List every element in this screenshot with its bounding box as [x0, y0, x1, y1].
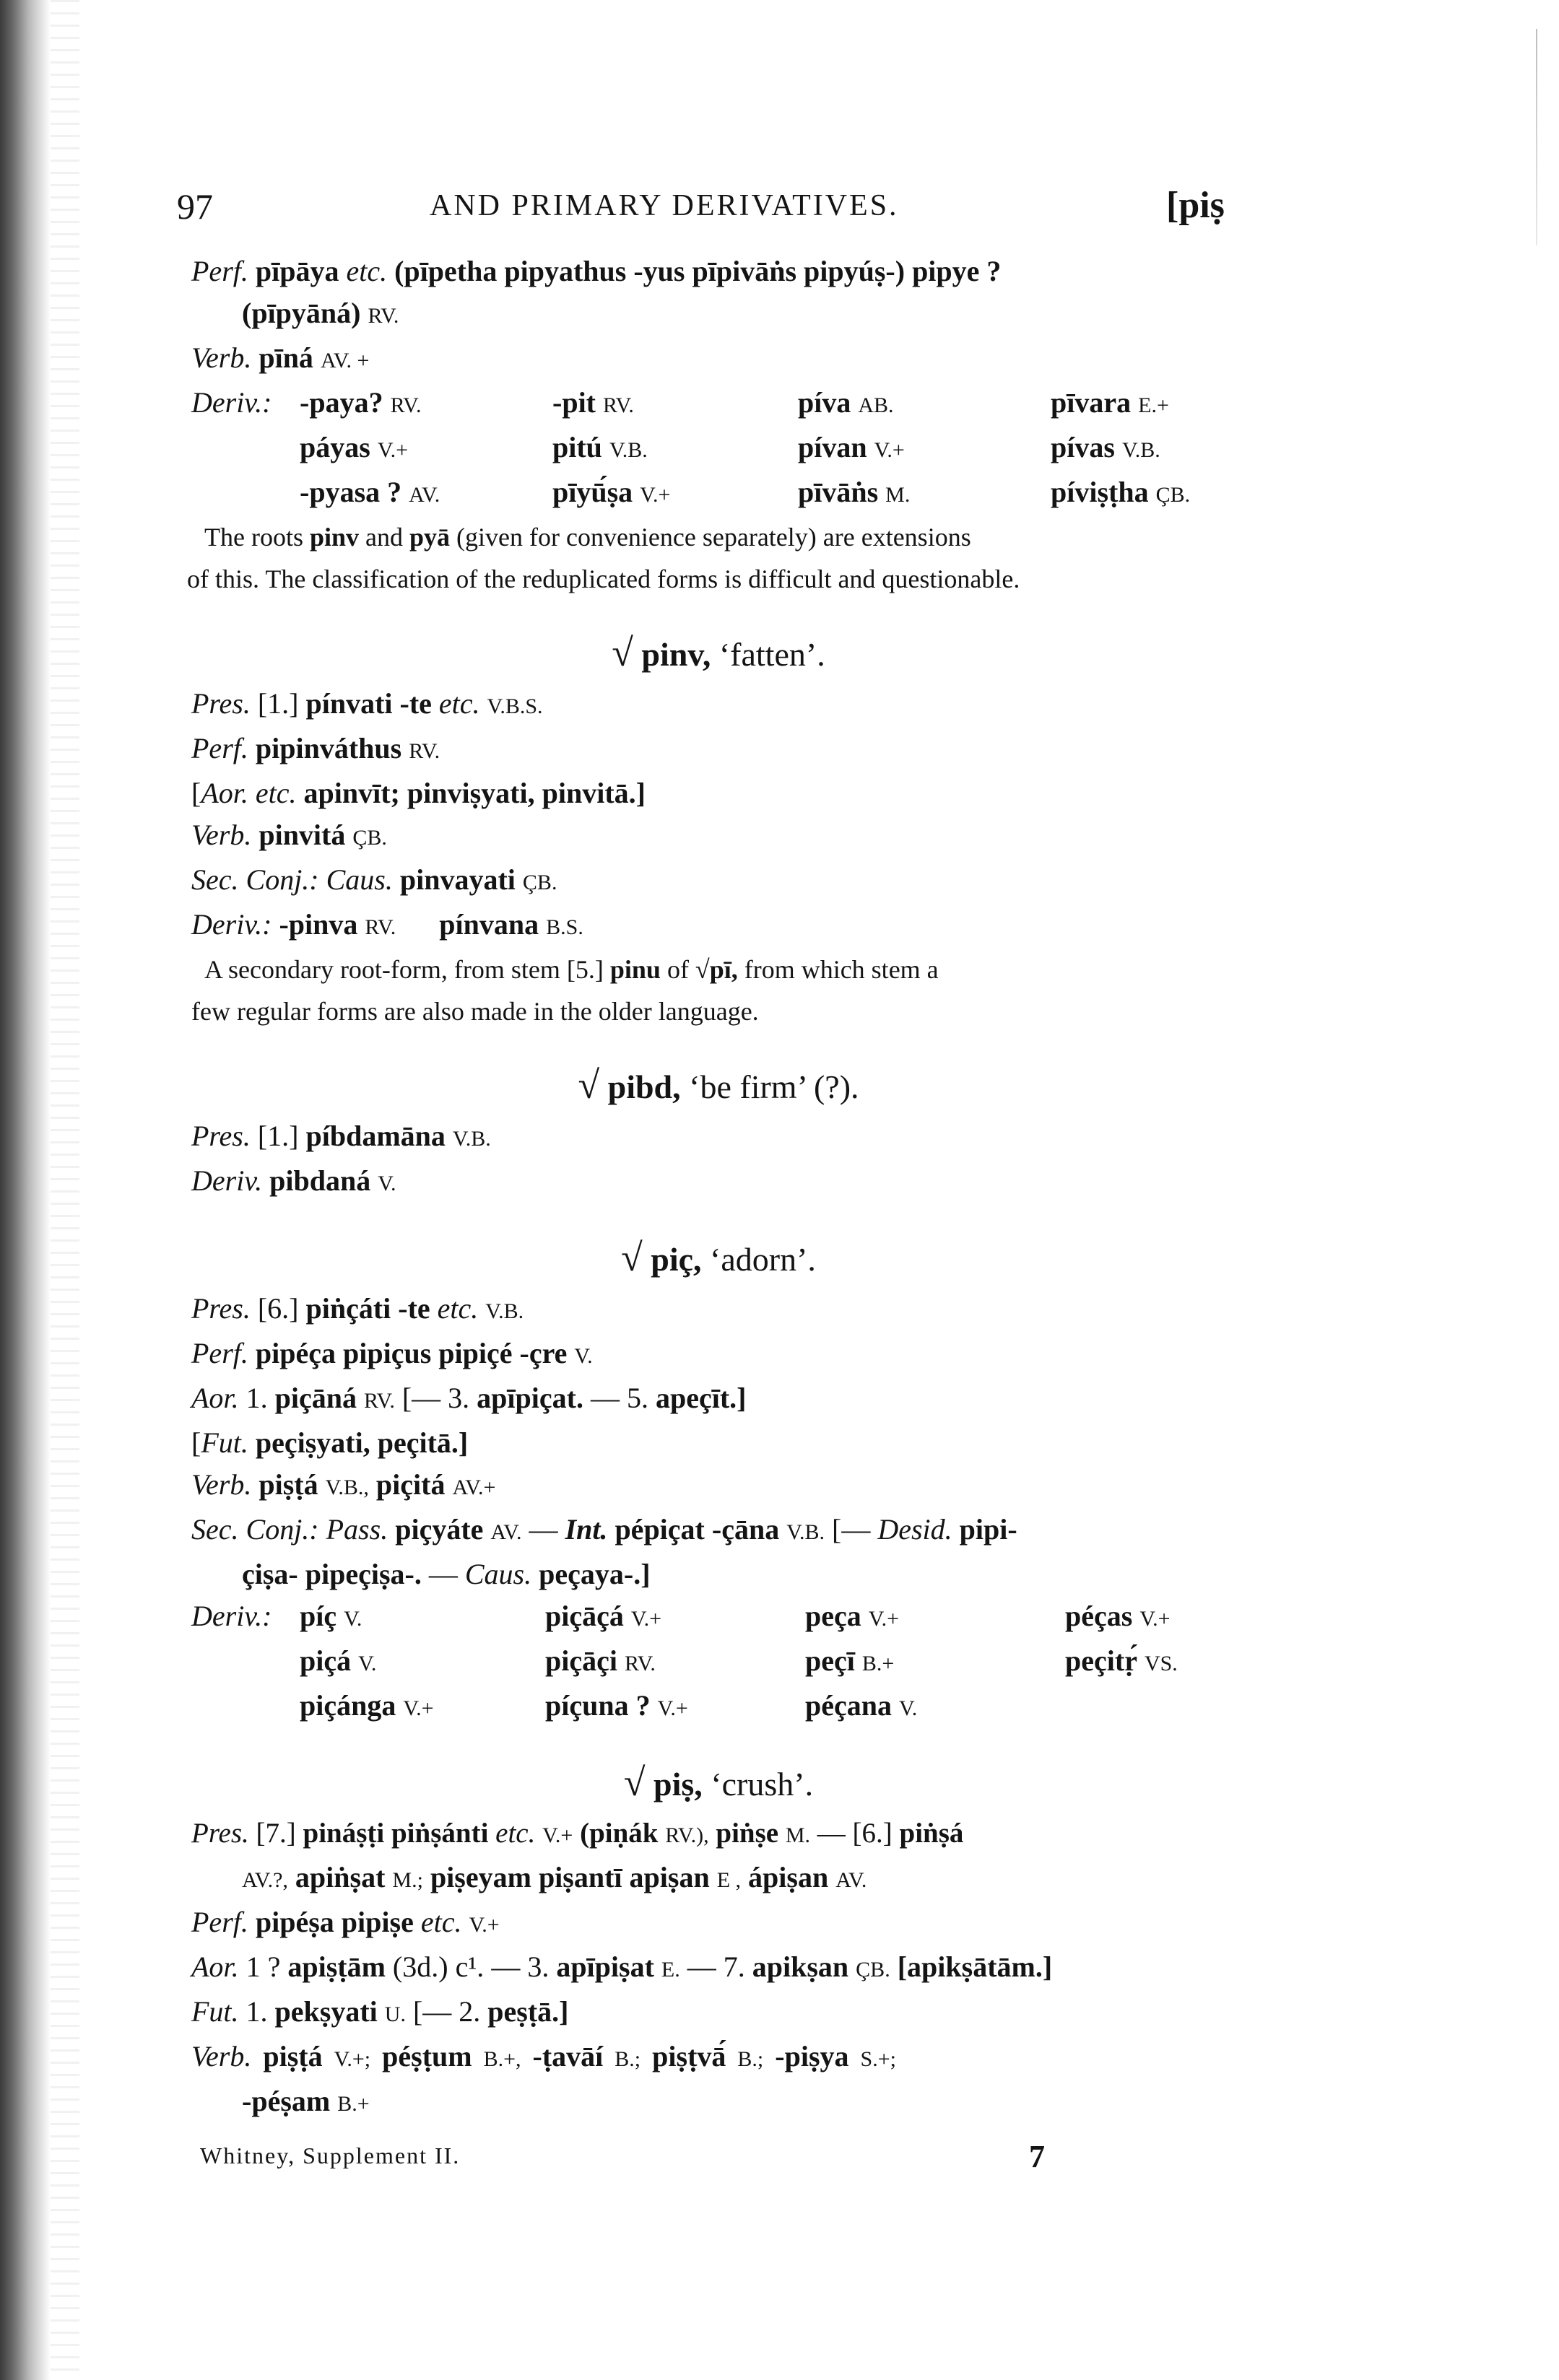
source-abbrev: RV.: [624, 1652, 656, 1675]
root-word: piṣ,: [653, 1766, 703, 1803]
perf-continuation: [191, 292, 1246, 337]
fut-line: [191, 1991, 1246, 2036]
verb-label: Verb.: [191, 2040, 252, 2072]
pres-form: píbdamāna: [305, 1120, 446, 1152]
class-number: — 3.: [491, 1950, 550, 1983]
page-number: 97: [177, 186, 213, 227]
pres-line: [191, 1288, 1246, 1333]
class-number: [7.]: [256, 1818, 296, 1849]
root-ref: pyā: [409, 523, 451, 552]
source-abbrev: V.B.: [1121, 438, 1160, 462]
deriv-word: pívan: [798, 431, 867, 463]
aor-line: [191, 772, 1246, 814]
source-abbrev: V.+: [1139, 1607, 1171, 1631]
root-heading: [191, 627, 1246, 680]
verb-form: piṣṭá: [259, 1468, 318, 1501]
class-number: [— 3.: [401, 1382, 470, 1414]
deriv-word: peça: [805, 1600, 861, 1632]
source-abbrev: AB.: [858, 393, 894, 417]
source-abbrev: B.;: [615, 2047, 641, 2071]
source-abbrev: B.;: [737, 2047, 764, 2071]
note-text: and: [365, 523, 403, 552]
class-number: — 7.: [687, 1950, 745, 1983]
dash: —: [529, 1513, 558, 1546]
perf-form: (pīpyāná): [242, 297, 361, 329]
source-abbrev: AV. +: [320, 349, 370, 372]
etc-label: etc.: [437, 1292, 479, 1325]
class-number: [6.]: [257, 1292, 299, 1325]
deriv-cell: [1051, 382, 1296, 427]
deriv-table: [191, 1595, 1246, 1730]
source-abbrev: E ,: [716, 1868, 742, 1892]
source-abbrev: V.+: [542, 1823, 573, 1847]
deriv-cell: [300, 1640, 545, 1685]
deriv-cell: [545, 1685, 805, 1730]
fut-label: Fut.: [201, 1426, 248, 1459]
dictionary-page: [177, 155, 1246, 2186]
source-abbrev: V.+;: [334, 2047, 371, 2071]
pres-continuation: [191, 1857, 1246, 1901]
source-abbrev: E.+: [1138, 393, 1169, 417]
source-abbrev: V.+: [469, 1913, 500, 1937]
sec-conj-line: [191, 1509, 1246, 1553]
pres-label: Pres.: [191, 1818, 249, 1849]
source-abbrev: V.: [358, 1652, 377, 1675]
source-abbrev: AV.+: [452, 1475, 496, 1499]
sec-conj-label: Sec. Conj.:: [191, 863, 319, 896]
aor-form: piçāná: [274, 1382, 357, 1414]
deriv-word: -paya?: [300, 386, 383, 419]
deriv-cell: [552, 382, 798, 427]
deriv-word: pīvara: [1051, 386, 1132, 419]
page-footer: [191, 2135, 1246, 2186]
source-abbrev: E.: [661, 1958, 680, 1982]
deriv-word: píçuna ?: [545, 1689, 651, 1722]
deriv-cell: [300, 1685, 545, 1730]
source-abbrev: ÇB.: [856, 1958, 890, 1982]
class-number: [1.]: [257, 1120, 299, 1152]
deriv-word: -pyasa ?: [300, 476, 402, 508]
aor-line: [191, 1946, 1246, 1991]
root-gloss: ‘be firm’ (?).: [689, 1068, 859, 1105]
source-abbrev: RV.),: [665, 1823, 709, 1847]
source-abbrev: V.+: [640, 483, 671, 507]
note-line: [191, 949, 1246, 990]
desid-form: pipi-: [959, 1513, 1017, 1546]
deriv-word: piçāçi: [545, 1644, 617, 1677]
pres-forms: piṅçáti -te: [305, 1292, 430, 1325]
source-abbrev: RV.: [368, 304, 399, 328]
sec-conj-line: [191, 859, 1246, 904]
pres-forms: piṣeyam piṣantī apiṣan: [430, 1861, 710, 1893]
int-forms: pépiçat -çāna: [615, 1513, 780, 1546]
sec-conj-continuation: [191, 1553, 1246, 1595]
radical-sign-icon: √: [623, 1761, 646, 1804]
deriv-word: -pit: [552, 386, 596, 419]
aor-form: apikṣan: [752, 1950, 849, 1983]
note-text: (given for convenience separately) are extensions: [456, 523, 971, 552]
note-text: A secondary root-form, from stem [5.]: [204, 955, 604, 984]
pres-line: [191, 1813, 1246, 1857]
perf-line: [191, 250, 1246, 292]
source-abbrev: V.B.: [786, 1520, 825, 1544]
deriv-cell: [1051, 427, 1296, 471]
class-number: — 5.: [590, 1382, 648, 1414]
source-abbrev: M.;: [392, 1868, 423, 1892]
verb-line: [191, 1464, 1246, 1509]
desid-forms: çiṣa- pipeçiṣa-.: [242, 1558, 422, 1590]
aor-label: Aor.: [191, 1382, 239, 1414]
pres-form: (piṇák: [580, 1818, 659, 1849]
source-abbrev: M.: [885, 483, 911, 507]
pres-form: ápiṣan: [748, 1861, 829, 1893]
deriv-word: páyas: [300, 431, 370, 463]
verb-form: -ṭavāí: [532, 2040, 604, 2072]
perf-forms: (pīpetha pipyathus -yus pīpivāṅs pipyúṣ-) pipye ?: [394, 255, 1002, 287]
perf-label: Perf.: [191, 1906, 248, 1938]
stem-ref: pinu: [609, 955, 661, 984]
note-text: of √: [666, 955, 710, 984]
source-abbrev: B.S.: [546, 915, 583, 939]
deriv-word: píç: [300, 1600, 337, 1632]
entry-pis: [191, 1757, 1246, 2125]
note-line: few regular forms are also made in the older language.: [191, 997, 759, 1026]
radical-sign-icon: √: [621, 1236, 643, 1279]
deriv-cell: [552, 471, 798, 516]
etc-label: etc.: [420, 1906, 462, 1938]
source-abbrev: AV.?,: [242, 1868, 288, 1892]
root-heading: [191, 1757, 1246, 1810]
source-abbrev: V.+: [377, 438, 409, 462]
pass-label: Pass.: [326, 1513, 388, 1546]
source-abbrev: V.+: [868, 1607, 899, 1631]
source-abbrev: V.B.: [609, 438, 648, 462]
deriv-word: píva: [798, 386, 851, 419]
verb-label: Verb.: [191, 341, 252, 374]
verb-label: Verb.: [191, 819, 252, 851]
class-number: 1 ?: [246, 1950, 281, 1983]
fut-label: Fut.: [191, 1995, 239, 2028]
source-abbrev: V.B.,: [325, 1475, 369, 1499]
source-abbrev: AV.: [490, 1520, 522, 1544]
source-abbrev: V.: [899, 1696, 918, 1720]
note-text: The roots: [204, 523, 303, 552]
deriv-cell: [1065, 1595, 1311, 1640]
class-number: [1.]: [257, 687, 299, 720]
class-number: 1.: [246, 1995, 268, 2028]
deriv-line: [191, 904, 1246, 949]
source-abbrev: U.: [384, 2002, 406, 2026]
deriv-cell: [805, 1685, 1065, 1730]
source-abbrev: ÇB.: [352, 826, 387, 850]
source-abbrev: V.: [378, 1172, 396, 1195]
source-abbrev: B.+: [861, 1652, 895, 1675]
sheet-signature: Whitney, Supplement II.: [200, 2143, 461, 2168]
deriv-cell: [300, 427, 552, 471]
deriv-label: Deriv.:: [191, 1600, 272, 1632]
dash: —: [428, 1558, 458, 1590]
etc-label: etc.: [495, 1818, 536, 1849]
deriv-cell: [1065, 1640, 1311, 1685]
fut-forms: peçiṣyati, peçitā.]: [255, 1426, 469, 1459]
perf-line: [191, 1901, 1246, 1946]
pres-form: apiṅṣat: [295, 1861, 386, 1893]
pass-form: piçyáte: [395, 1513, 484, 1546]
deriv-cell: [798, 471, 1051, 516]
source-abbrev: S.+;: [860, 2047, 896, 2071]
perf-label: Perf.: [191, 1337, 248, 1369]
deriv-cell: [798, 382, 1051, 427]
perf-forms: pipéṣa pipiṣe: [255, 1906, 414, 1938]
verb-form: pinvitá: [259, 819, 346, 851]
running-title: AND PRIMARY DERIVATIVES.: [430, 189, 899, 222]
pres-label: Pres.: [191, 1292, 251, 1325]
deriv-label: Deriv.:: [191, 908, 272, 941]
root-ref: pinv: [309, 523, 360, 552]
pres-forms: pínvati -te: [305, 687, 432, 720]
radical-sign-icon: √: [612, 631, 633, 674]
entry-pinv: [191, 627, 1246, 1032]
deriv-cell: [552, 427, 798, 471]
verb-form: péṣṭum: [382, 2040, 472, 2072]
source-abbrev: M.: [785, 1823, 811, 1847]
source-abbrev: V.B.S.: [487, 694, 543, 718]
root-heading: [191, 1060, 1246, 1112]
deriv-cell: [545, 1595, 805, 1640]
deriv-word: pīyū́ṣa: [552, 476, 633, 508]
aor-form: apiṣṭām: [287, 1950, 386, 1983]
pres-label: Pres.: [191, 1120, 251, 1152]
int-label: Int.: [565, 1513, 608, 1546]
deriv-word: peçitṛ́: [1065, 1644, 1137, 1677]
etc-label: etc.: [438, 687, 480, 720]
verb-form: piṣṭá: [263, 2040, 323, 2072]
pres-form: piṅṣá: [899, 1818, 964, 1849]
aor-label: Aor.: [191, 1950, 239, 1983]
bracket: [: [191, 1426, 201, 1459]
source-abbrev: B.+: [337, 2092, 370, 2116]
scan-edge-speckle: [51, 0, 79, 2380]
source-abbrev: RV.: [365, 915, 396, 939]
deriv-word: peçī: [805, 1644, 855, 1677]
bracket: [: [191, 777, 201, 809]
source-abbrev: V.+: [874, 438, 905, 462]
root-ref: pī,: [709, 955, 738, 984]
verb-form: -péṣam: [242, 2085, 331, 2117]
aor-forms: apinvīt; pinviṣyati, pinvitā.]: [303, 777, 646, 809]
verb-continuation: [191, 2080, 1246, 2125]
root-word: piç,: [651, 1241, 702, 1278]
entry-pi-continuation: [187, 250, 1246, 600]
deriv-word: pitú: [552, 431, 602, 463]
source-abbrev: V.+: [630, 1607, 662, 1631]
root-gloss: ‘crush’.: [711, 1766, 814, 1803]
deriv-word: pibdaná: [269, 1164, 371, 1197]
deriv-label: Deriv.:: [191, 386, 272, 419]
sheet-number: 7: [1029, 2139, 1045, 2174]
aor-form: apeçīt.]: [655, 1382, 747, 1414]
source-abbrev: B.+,: [483, 2047, 521, 2071]
aor-form: [apikṣātām.]: [897, 1950, 1053, 1983]
deriv-word: piçá: [300, 1644, 352, 1677]
caus-label: Caus.: [464, 1558, 532, 1590]
root-gloss: ‘adorn’.: [710, 1241, 816, 1278]
root-gloss: ‘fatten’.: [718, 636, 825, 673]
class-number: [— 2.: [412, 1995, 481, 2028]
person-note: (3d.): [392, 1950, 448, 1983]
deriv-cell: [805, 1640, 1065, 1685]
pres-label: Pres.: [191, 687, 251, 720]
deriv-table: [191, 382, 1246, 516]
deriv-word: péçana: [805, 1689, 892, 1722]
source-abbrev: V.+: [403, 1696, 434, 1720]
deriv-cell: [545, 1640, 805, 1685]
verb-form: -piṣya: [775, 2040, 849, 2072]
source-abbrev: V.: [344, 1607, 362, 1631]
deriv-word: pínvana: [439, 908, 539, 941]
bracket: [—: [832, 1513, 871, 1546]
deriv-word: péças: [1065, 1600, 1133, 1632]
class-number: 1.: [246, 1382, 268, 1414]
note-line: [191, 516, 1246, 558]
pres-line: [191, 1115, 1246, 1160]
deriv-cell: [805, 1595, 1065, 1640]
root-word: pibd,: [607, 1068, 681, 1105]
deriv-label: Deriv.: [191, 1164, 263, 1197]
source-abbrev: VS.: [1144, 1652, 1178, 1675]
deriv-cell: [798, 427, 1051, 471]
deriv-word: píviṣṭha: [1051, 476, 1149, 508]
pres-form: piṅṣe: [716, 1818, 779, 1849]
verb-line: [191, 814, 1246, 859]
class-number: — [6.]: [817, 1818, 893, 1849]
verb-line: [191, 2036, 1246, 2080]
caus-form: peçaya-.]: [539, 1558, 651, 1590]
source-abbrev: AV.: [835, 1868, 867, 1892]
deriv-word: piçánga: [300, 1689, 396, 1722]
perf-line: [191, 728, 1246, 772]
root-word: pinv,: [641, 636, 711, 673]
radical-sign-icon: √: [578, 1063, 600, 1107]
deriv-word: pīvāṅs: [798, 476, 879, 508]
source-abbrev: ÇB.: [1155, 483, 1191, 507]
deriv-word: -pinva: [279, 908, 358, 941]
pres-forms: pináṣṭi piṅṣánti: [303, 1818, 489, 1849]
aor-line: [191, 1377, 1246, 1422]
deriv-cell: [1051, 471, 1296, 516]
perf-label: Perf.: [191, 255, 248, 287]
note-line: of this. The classification of the reduplicated forms is difficult and questionable.: [187, 565, 1020, 593]
source-abbrev: RV.: [363, 1389, 395, 1413]
deriv-cell: [300, 1595, 545, 1640]
aor-label: Aor. etc.: [201, 777, 297, 809]
note-text: from which stem a: [744, 955, 939, 984]
source-abbrev: RV.: [409, 739, 440, 763]
deriv-line: [191, 1160, 1246, 1205]
fut-line: [191, 1422, 1246, 1464]
perf-forms: pipéça pipiçus pipiçé -çre: [255, 1337, 568, 1369]
source-abbrev: ÇB.: [522, 871, 557, 894]
sec-conj-label: Sec. Conj.:: [191, 1513, 319, 1546]
fut-form: peṣṭā.]: [487, 1995, 569, 2028]
deriv-cell: [300, 382, 552, 427]
deriv-cell: [300, 471, 552, 516]
verb-form: piṣṭvā́: [652, 2040, 726, 2072]
source-abbrev: c¹.: [455, 1950, 485, 1983]
scan-right-mark: [1536, 29, 1537, 245]
source-abbrev: V.: [574, 1344, 593, 1368]
verb-form: piçitá: [375, 1468, 446, 1501]
fut-form: pekṣyati: [274, 1995, 378, 2028]
aor-form: apīpiṣat: [556, 1950, 654, 1983]
source-abbrev: RV.: [603, 393, 634, 417]
scan-edge-shadow: [0, 0, 51, 2380]
pres-line: [191, 683, 1246, 728]
etc-label: etc.: [346, 255, 388, 287]
deriv-word: piçāçá: [545, 1600, 624, 1632]
verb-label: Verb.: [191, 1468, 252, 1501]
verb-form: pīná: [259, 341, 313, 374]
perf-form: pīpāya: [255, 255, 339, 287]
perf-line: [191, 1333, 1246, 1377]
caus-form: pinvayati: [399, 863, 516, 896]
verb-line: [191, 337, 1246, 382]
root-heading: [191, 1232, 1246, 1285]
entry-pic: [191, 1232, 1246, 1730]
perf-form: pipinváthus: [255, 732, 402, 764]
source-abbrev: AV.: [409, 483, 440, 507]
desid-label: Desid.: [877, 1513, 952, 1546]
running-head: [177, 155, 1246, 227]
catchword: [piṣ: [1166, 185, 1225, 226]
deriv-word: pívas: [1051, 431, 1115, 463]
source-abbrev: V.B.: [452, 1127, 491, 1151]
aor-form: apīpiçat.: [477, 1382, 583, 1414]
source-abbrev: V.B.: [485, 1299, 524, 1323]
caus-label: Caus.: [326, 863, 393, 896]
source-abbrev: RV.: [390, 393, 422, 417]
perf-label: Perf.: [191, 732, 248, 764]
entry-pibd: [191, 1060, 1246, 1205]
source-abbrev: V.+: [657, 1696, 688, 1720]
